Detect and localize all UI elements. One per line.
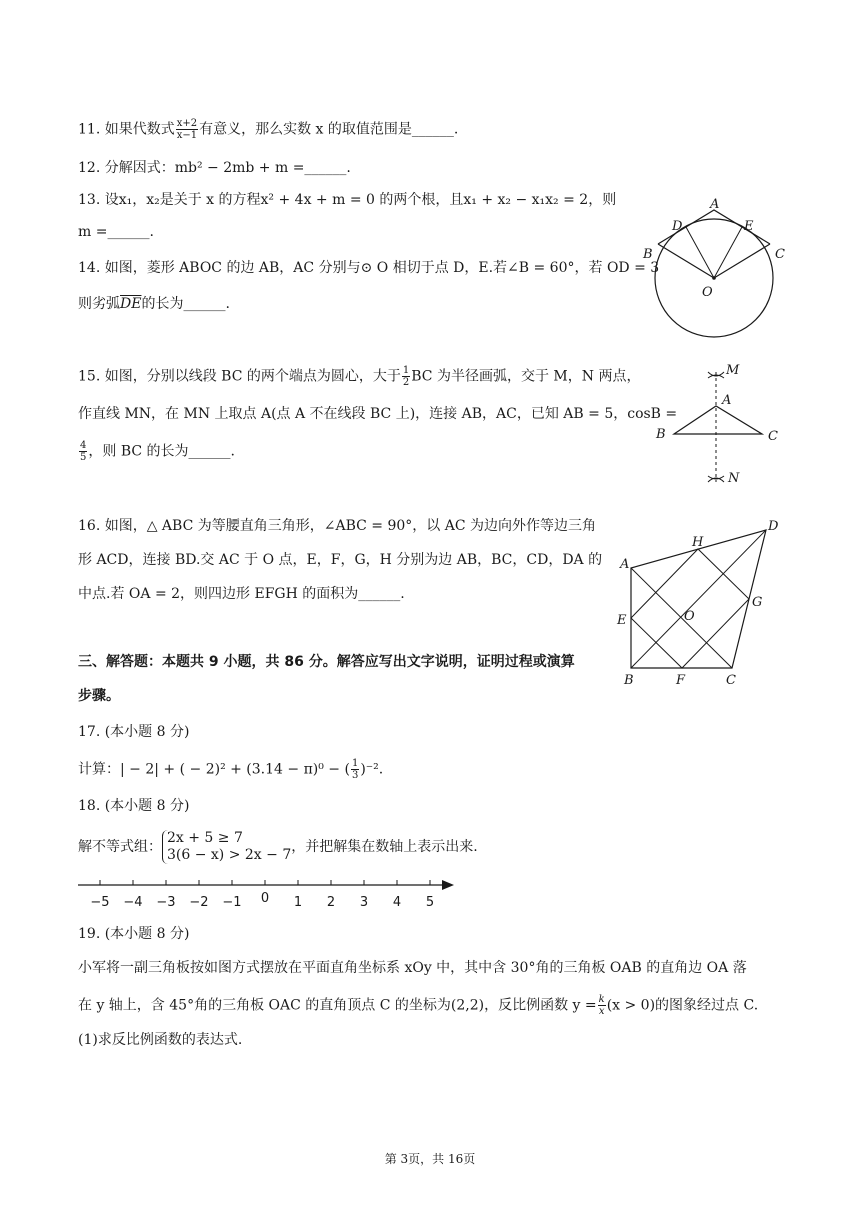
label-f: F <box>676 673 686 688</box>
figure-q14-circle-rhombus <box>640 196 800 346</box>
q19-k-num: k <box>598 994 605 1005</box>
q18-prefix: 解不等式组： <box>78 839 162 855</box>
question-18-header: 18. (本小题 8 分) <box>78 798 190 814</box>
diagonal-bd <box>631 530 766 668</box>
q11-frac-den: x−1 <box>176 130 198 141</box>
question-14-line2 <box>78 294 230 314</box>
number-line-tick-label: −3 <box>156 895 176 910</box>
q15-half-num: 1 <box>402 365 410 376</box>
triangle-abc <box>674 406 762 434</box>
q18-ineq2: 3(6 − x) > 2x − 7 <box>167 847 292 863</box>
q17-third-fraction <box>351 758 359 781</box>
q17-third-num: 1 <box>351 758 359 769</box>
label-a: A <box>722 393 732 408</box>
label-c: C <box>775 247 785 262</box>
label-c: C <box>726 673 736 688</box>
radius-oe <box>714 227 742 278</box>
number-line-tick-label: −4 <box>123 895 143 910</box>
question-15-line1 <box>78 365 640 388</box>
q18-inequality-system <box>162 830 291 864</box>
question-16-line1: 16. 如图，△ ABC 为等腰直角三角形，∠ABC = 90°，以 AC 为边向外作等边三角 <box>78 518 597 534</box>
question-13-line2: m =______. <box>78 224 154 240</box>
figure-q16-quadrilateral <box>612 514 792 689</box>
q11-fraction <box>176 118 198 141</box>
question-13-line1: 13. 设x₁，x₂是关于 x 的方程x² + 4x + m = 0 的两个根，且x₁ + x₂ − x₁x₂ = 2，则 <box>78 192 617 208</box>
question-16-line2: 形 ACD，连接 BD.交 AC 于 O 点，E，F，G，H 分别为边 AB，BC，CD，DA 的 <box>78 552 603 568</box>
q18-ineq1: 2x + 5 ≥ 7 <box>167 830 243 846</box>
question-18-system <box>78 830 478 864</box>
question-17-calc <box>78 758 383 781</box>
center-point-o <box>712 276 716 280</box>
page-footer: 第 3页，共 16页 <box>384 1152 476 1166</box>
label-h: H <box>692 535 704 550</box>
label-m: M <box>726 363 740 378</box>
question-16-line3: 中点.若 OA = 2，则四边形 EFGH 的面积为______. <box>78 586 405 602</box>
label-b: B <box>624 673 634 688</box>
q17-calc-prefix: 计算：| − 2| + ( − 2)² + (3.14 − π)⁰ − ( <box>78 761 350 778</box>
question-15-line3 <box>78 440 235 463</box>
number-line-arrow <box>442 880 454 890</box>
figure-q15-bisector <box>650 358 790 498</box>
q15-cos-num: 4 <box>80 440 87 451</box>
question-19-line3: (1)求反比例函数的表达式. <box>78 1032 243 1048</box>
label-b: B <box>643 247 653 262</box>
question-19-header: 19. (本小题 8 分) <box>78 926 190 942</box>
q15-cos-fraction <box>79 440 87 463</box>
number-line-tick-label: −2 <box>189 895 209 910</box>
q15-line1-suffix: BC 为半径画弧，交于 M，N 两点， <box>411 368 641 385</box>
q11-frac-num: x+2 <box>176 118 198 129</box>
q14-line2-prefix: 则劣弧 <box>78 296 120 312</box>
label-a: A <box>620 557 630 572</box>
q18-suffix: ，并把解集在数轴上表示出来. <box>291 839 478 855</box>
number-line-tick-label: 0 <box>260 891 270 906</box>
question-14-line1: 14. 如图，菱形 ABOC 的边 AB，AC 分别与⊙ O 相切于点 D，E.若∠B = 60°，若 OD = 3 <box>78 260 660 276</box>
label-o: O <box>702 285 713 300</box>
radius-od <box>686 227 714 278</box>
rhombus-side-co <box>714 244 770 278</box>
q15-half-fraction <box>402 365 410 388</box>
label-e: E <box>617 613 627 628</box>
question-11 <box>78 118 458 141</box>
q19-k-den: x <box>598 1006 605 1017</box>
label-b: B <box>656 427 666 442</box>
label-c: C <box>768 429 778 444</box>
q11-prefix: 11. 如果代数式 <box>78 121 175 138</box>
q17-third-den: 3 <box>351 770 359 781</box>
question-12: 12. 分解因式：mb² − 2mb + m =______. <box>78 160 351 176</box>
q19-line2-prefix: 在 y 轴上，含 45°角的三角板 OAC 的直角顶点 C 的坐标为(2,2)，反比例函数 y = <box>78 997 597 1014</box>
number-line-tick-label: −5 <box>90 895 110 910</box>
q15-line1-prefix: 15. 如图，分别以线段 BC 的两个端点为圆心，大于 <box>78 368 401 385</box>
label-g: G <box>752 595 763 610</box>
label-o: O <box>684 609 695 624</box>
number-line-figure <box>70 872 460 912</box>
q15-line3-suffix: ，则 BC 的长为______. <box>88 443 235 460</box>
rhombus-side-bo <box>658 244 714 278</box>
number-line-tick-label: 1 <box>293 895 303 910</box>
number-line-tick-label: −1 <box>222 895 242 910</box>
section-3-heading-line1: 三、解答题：本题共 9 小题，共 86 分。解答应写出文字说明，证明过程或演算 <box>78 654 575 670</box>
q14-line2-suffix: 的长为______. <box>141 296 230 312</box>
q15-cos-den: 5 <box>80 452 87 463</box>
label-d: D <box>672 219 683 234</box>
question-17-header: 17. (本小题 8 分) <box>78 724 190 740</box>
q11-suffix: 有意义，那么实数 x 的取值范围是______. <box>199 121 459 138</box>
question-19-line2 <box>78 994 758 1017</box>
number-line-tick-label: 3 <box>359 895 369 910</box>
q15-half-den: 2 <box>402 377 410 388</box>
section-3-heading-line2: 步骤。 <box>78 688 120 704</box>
q19-line2-suffix: (x > 0)的图象经过点 C. <box>606 997 759 1014</box>
q17-calc-suffix: )⁻². <box>360 761 384 778</box>
number-line-tick-label: 4 <box>392 895 402 910</box>
question-15-line2: 作直线 MN，在 MN 上取点 A(点 A 不在线段 BC 上)，连接 AB，AC，已知 AB = 5，cosB = <box>78 406 678 422</box>
number-line-tick-label: 2 <box>326 895 336 910</box>
q14-arc-de: $\overline{DE}$ <box>120 296 142 312</box>
q19-k-fraction <box>598 994 606 1017</box>
number-line-tick-label: 5 <box>425 895 435 910</box>
label-n: N <box>728 471 740 486</box>
label-e: E <box>744 219 754 234</box>
label-a: A <box>710 197 720 212</box>
question-19-line1: 小军将一副三角板按如图方式摆放在平面直角坐标系 xOy 中，其中含 30°角的三角板 OAB 的直角边 OA 落 <box>78 960 747 976</box>
label-d: D <box>768 519 779 534</box>
